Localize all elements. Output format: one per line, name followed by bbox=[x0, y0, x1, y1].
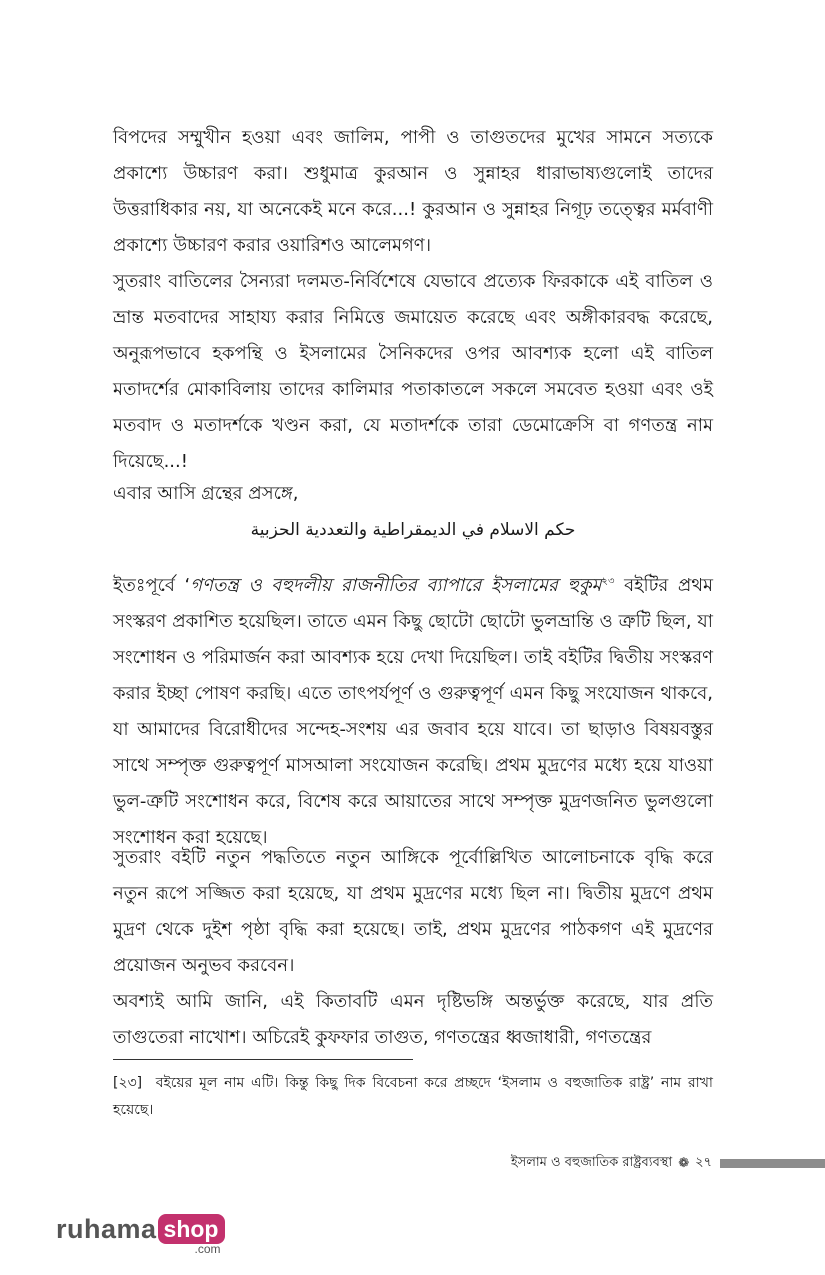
footnote-divider bbox=[113, 1059, 413, 1060]
paragraph-5-text: সুতরাং বইটি নতুন পদ্ধতিতে নতুন আঙ্গিকে পূর্বোল্লিখিত আলোচনাকে বৃদ্ধি করে নতুন রূপে সজ্জিত করা হয়েছে, যা প্রথম মুদ্রণের মধ্যে ছিল না। দ্বিতীয় মুদ্রণে প্রথম মুদ্রণ থেকে দুইশ পৃষ্ঠা বৃদ্ধি করা হয়েছে। তাই, প্রথম মুদ্রণের পাঠকগণ এই মুদ্রণের প্রয়োজন অনুভব করবেন। bbox=[113, 847, 713, 976]
logo-ruhama-text: ruhama bbox=[56, 1214, 157, 1244]
paragraph-1-text: বিপদের সম্মুখীন হওয়া এবং জালিম, পাপী ও তাগুতদের মুখের সামনে সত্যকে প্রকাশ্যে উচ্চারণ করা। শুধুমাত্র কুরআন ও সুন্নাহর ধারাভাষ্যগুলোই তাদের উত্তরাধিকার নয়, যা অনেকেই মনে করে...! কুরআন ও সুন্নাহর নিগূঢ় তত্ত্বের মর্মবাণী প্রকাশ্যে উচ্চারণ করার ওয়ারিশও আলেমগণ। bbox=[113, 127, 713, 256]
paragraph-6 bbox=[113, 984, 713, 1056]
paragraph-2-text: সুতরাং বাতিলের সৈন্যরা দলমত-নির্বিশেষে যেভাবে প্রত্যেক ফিরকাকে এই বাতিল ও ভ্রান্ত মতবাদের সাহায্য করার নিমিত্তে জমায়েত করেছে এবং অঙ্গীকারবদ্ধ করেছে, অনুরূপভাবে হকপন্থি ও ইসলামের সৈনিকদের ওপর আবশ্যক হলো এই বাতিল মতাদর্শের মোকাবিলায় তাদের কালিমার পতাকাতলে সকলে সমবেত হওয়া এবং ওই মতবাদ ও মতাদর্শকে খণ্ডন করা, যে মতাদর্শকে তারা ডেমোক্রেসি বা গণতন্ত্র নাম দিয়েছে...! bbox=[113, 271, 713, 472]
page-number: ২৭ bbox=[695, 1154, 712, 1170]
paragraph-4 bbox=[113, 564, 713, 856]
footer-book-title: ইসলাম ও বহুজাতিক রাষ্ট্রব্যবস্থা bbox=[510, 1154, 673, 1170]
running-footer bbox=[511, 1152, 825, 1174]
arabic-book-title: حكم الاسلام في الديمقراطية والتعددية الحزبية bbox=[250, 520, 576, 540]
book-title-italic: গণতন্ত্র ও বহুদলীয় রাজনীতির ব্যাপারে ইসলামের হুকুম bbox=[190, 575, 602, 596]
paragraph-5 bbox=[113, 840, 713, 984]
paragraph-4-text bbox=[113, 564, 713, 856]
footnote-text: বইয়ের মূল নাম এটি। কিন্তু কিছু দিক বিবেচনা করে প্রচ্ছদে ‘ইসলাম ও বহুজাতিক রাষ্ট্র’ নাম রাখা হয়েছে। bbox=[113, 1075, 713, 1118]
paragraph-3 bbox=[113, 476, 713, 512]
paragraph-4-prefix: ইতঃপূর্বে ‘ bbox=[113, 575, 191, 596]
footnote-reference: ২৩ bbox=[601, 576, 615, 587]
footer-bar bbox=[720, 1159, 825, 1168]
logo-domain-text: .com bbox=[194, 1242, 221, 1256]
logo-shop-text: shop bbox=[158, 1214, 225, 1244]
logo-shop-badge bbox=[158, 1214, 225, 1256]
ruhamashop-logo bbox=[56, 1214, 225, 1262]
paragraph-2 bbox=[113, 264, 713, 480]
paragraph-3-text: এবার আসি গ্রন্থের প্রসঙ্গে, bbox=[113, 483, 299, 504]
flower-ornament-icon: ❁ bbox=[678, 1155, 690, 1171]
footnote bbox=[113, 1070, 713, 1124]
footnote-marker: [২৩] bbox=[113, 1075, 143, 1091]
paragraph-6-text: অবশ্যই আমি জানি, এই কিতাবটি এমন দৃষ্টিভঙ্গি অন্তর্ভুক্ত করেছে, যার প্রতি তাগুতেরা নাখোশ। অচিরেই কুফফার তাগুত, গণতন্ত্রের ধ্বজাধারী, গণতন্ত্রের bbox=[113, 991, 713, 1048]
paragraph-1 bbox=[113, 120, 713, 264]
paragraph-4-rest: বইটির প্রথম সংস্করণ প্রকাশিত হয়েছিল। তাতে এমন কিছু ছোটো ছোটো ভুলভ্রান্তি ও ত্রুটি ছিল, যা সংশোধন ও পরিমার্জন করা আবশ্যক হয়ে দেখা দিয়েছিল। তাই বইটির দ্বিতীয় সংস্করণ করার ইচ্ছা পোষণ করছি। এতে তাৎপর্যপূর্ণ ও গুরুত্বপূর্ণ এমন কিছু সংযোজন থাকবে, যা আমাদের বিরোধীদের সন্দেহ-সংশয় এর জবাব হয়ে যাবে। তা ছাড়াও বিষয়বস্তুর সাথে সম্পৃক্ত গুরুত্বপূর্ণ মাসআলা সংযোজন করেছি। প্রথম মুদ্রণের মধ্যে হয়ে যাওয়া ভুল-ত্রুটি সংশোধন করে, বিশেষ করে আয়াতের সাথে সম্পৃক্ত মুদ্রণজনিত ভুলগুলো সংশোধন করা হয়েছে। bbox=[113, 575, 713, 848]
